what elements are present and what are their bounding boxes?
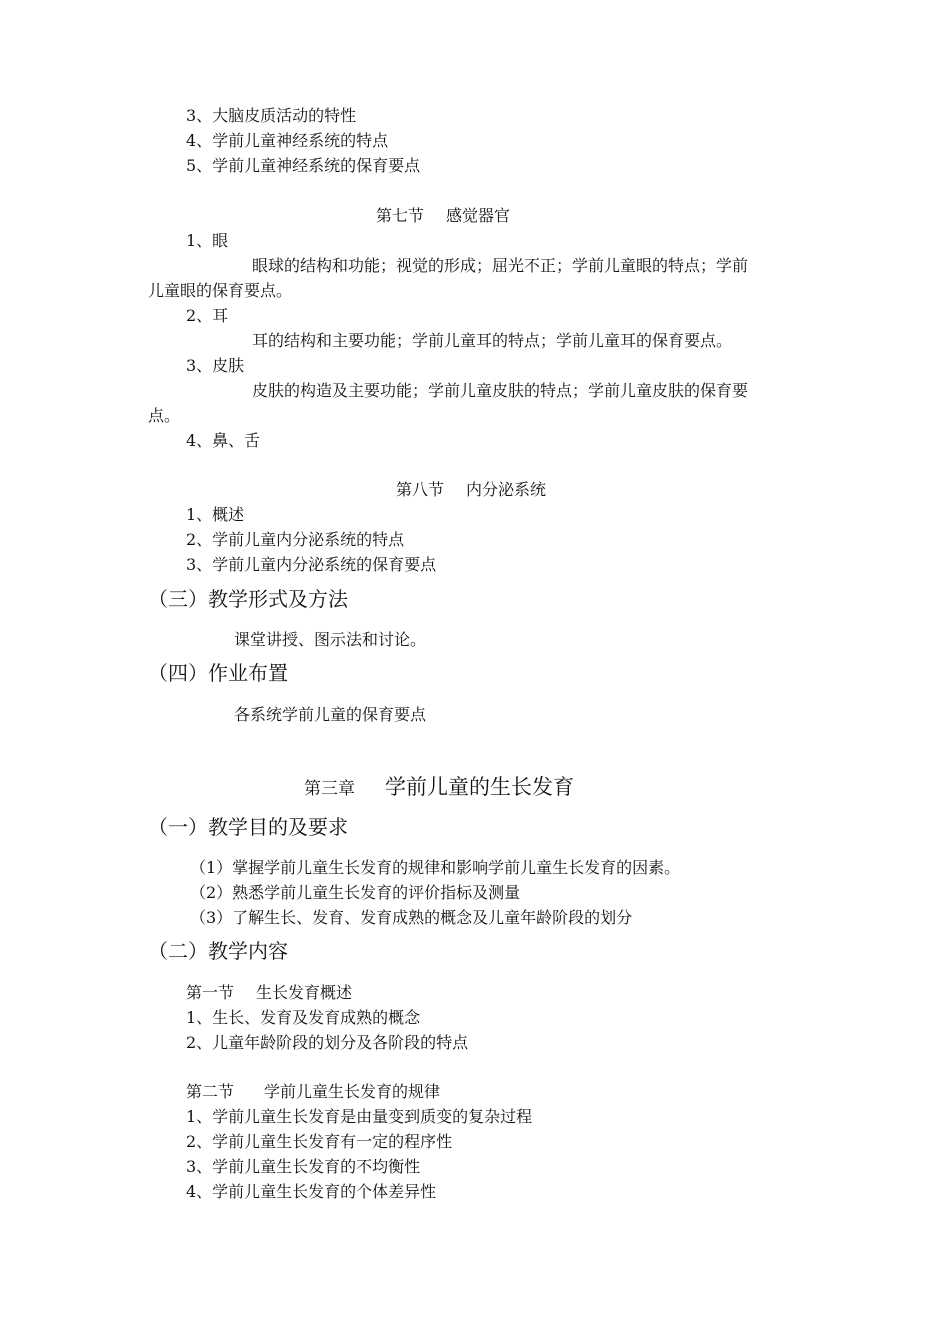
paragraph-line: 眼球的结构和功能；视觉的形成；屈光不正；学前儿童眼的特点；学前 <box>252 256 749 275</box>
paragraph-line: 耳的结构和主要功能；学前儿童耳的特点；学前儿童耳的保育要点。 <box>252 331 733 350</box>
list-item: （3）了解生长、发育、发育成熟的概念及儿童年龄阶段的划分 <box>190 908 633 927</box>
section-title <box>186 983 352 1003</box>
chapter-number: 第三章 <box>304 779 355 799</box>
section-heading: （四）作业布置 <box>148 661 288 685</box>
list-item: 2、学前儿童生长发育有一定的程序性 <box>186 1132 453 1151</box>
list-item: 2、学前儿童内分泌系统的特点 <box>186 530 405 549</box>
paragraph-line: 课堂讲授、图示法和讨论。 <box>234 630 427 649</box>
list-item: （1）掌握学前儿童生长发育的规律和影响学前儿童生长发育的因素。 <box>190 858 681 877</box>
paragraph-line: 皮肤的构造及主要功能；学前儿童皮肤的特点；学前儿童皮肤的保育要 <box>252 381 749 400</box>
list-item: 3、学前儿童内分泌系统的保育要点 <box>186 555 437 574</box>
list-item: 2、儿童年龄阶段的划分及各阶段的特点 <box>186 1033 469 1052</box>
section-number: 第二节 <box>186 1082 235 1101</box>
section-heading: （一）教学目的及要求 <box>148 815 348 839</box>
chapter-name: 学前儿童的生长发育 <box>385 775 574 799</box>
section-title <box>186 1082 440 1102</box>
section-title <box>396 480 546 500</box>
list-item: 3、学前儿童生长发育的不均衡性 <box>186 1157 421 1176</box>
list-item: 1、概述 <box>186 505 245 524</box>
list-item: 1、学前儿童生长发育是由量变到质变的复杂过程 <box>186 1107 533 1126</box>
list-item: 1、生长、发育及发育成熟的概念 <box>186 1008 421 1027</box>
section-name: 生长发育概述 <box>256 983 353 1002</box>
section-heading: （三）教学形式及方法 <box>148 587 348 611</box>
section-number: 第八节 <box>396 480 445 499</box>
list-item: 3、皮肤 <box>186 356 245 375</box>
section-heading: （二）教学内容 <box>148 939 288 963</box>
paragraph-line: 儿童眼的保育要点。 <box>148 281 293 300</box>
list-item: 3、大脑皮质活动的特性 <box>186 106 357 125</box>
list-item: 5、学前儿童神经系统的保育要点 <box>186 156 421 175</box>
paragraph-line: 点。 <box>148 406 181 425</box>
chapter-title <box>304 774 574 802</box>
list-item: 4、学前儿童神经系统的特点 <box>186 131 389 150</box>
section-name: 学前儿童生长发育的规律 <box>264 1082 441 1101</box>
paragraph-line: 各系统学前儿童的保育要点 <box>234 705 427 724</box>
section-title <box>376 206 510 226</box>
list-item: 4、学前儿童生长发育的个体差异性 <box>186 1182 437 1201</box>
list-item: 4、鼻、舌 <box>186 431 261 450</box>
section-name: 感觉器官 <box>446 206 511 225</box>
list-item: （2）熟悉学前儿童生长发育的评价指标及测量 <box>190 883 521 902</box>
list-item: 2、耳 <box>186 306 229 325</box>
section-name: 内分泌系统 <box>466 480 547 499</box>
section-number: 第一节 <box>186 983 235 1002</box>
list-item: 1、眼 <box>186 231 229 250</box>
section-number: 第七节 <box>376 206 425 225</box>
